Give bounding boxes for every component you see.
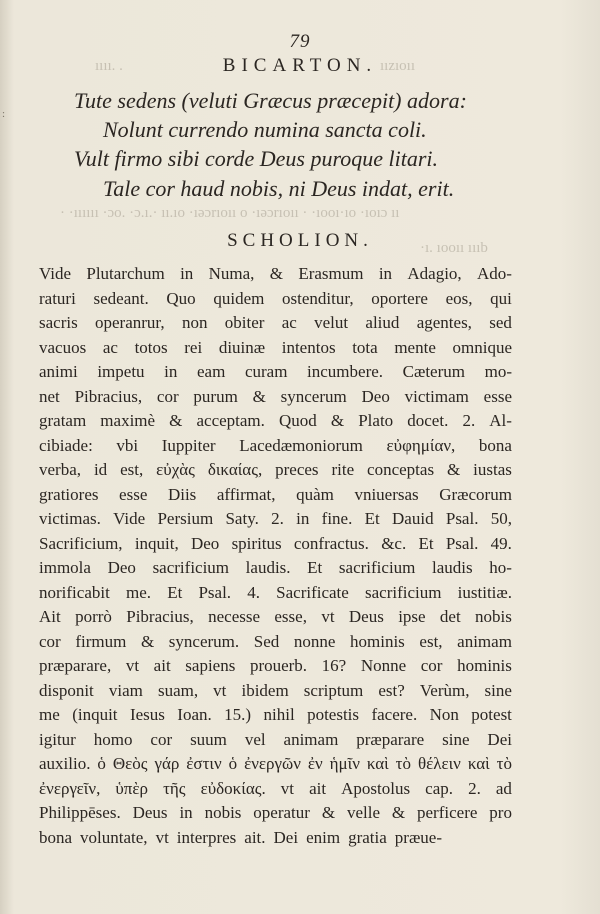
word: intentos	[281, 337, 336, 357]
word: affirmat,	[216, 484, 276, 504]
word: sacrificium	[152, 558, 230, 577]
word: ὑπὲρ	[115, 778, 149, 798]
word: vbi	[116, 435, 139, 455]
word: Deo	[107, 558, 136, 577]
word: syncerum.	[168, 631, 240, 651]
word: me.	[125, 582, 152, 602]
word: εὐδοκίας.	[200, 778, 266, 798]
word: rite	[331, 460, 355, 479]
word: vt	[280, 778, 295, 798]
word: docet.	[407, 411, 449, 430]
word: ibidem	[241, 680, 289, 700]
section-title: SCHOLION.	[227, 230, 373, 251]
word: nobis	[475, 607, 512, 626]
word: curam	[244, 362, 288, 381]
word: Quod	[279, 411, 317, 430]
word: animi	[39, 362, 78, 381]
text-line	[39, 728, 512, 753]
word: 2.	[468, 778, 481, 798]
text-line	[39, 777, 512, 802]
word: Numa,	[208, 264, 255, 283]
word: bona	[39, 827, 73, 847]
word: 50,	[490, 509, 512, 528]
word: nobis	[204, 803, 242, 822]
word: enim	[306, 827, 341, 847]
word: totos	[134, 337, 168, 357]
verse-line: Tute sedens (veluti Græcus præcepit) adora:	[74, 88, 467, 113]
word: vniuersas	[354, 484, 419, 504]
word: animam	[283, 729, 339, 749]
text-line	[39, 605, 512, 630]
word: vacuos	[39, 337, 87, 357]
word: syncerum	[280, 386, 347, 406]
word: Erasmum	[298, 264, 364, 283]
word: non	[181, 313, 208, 332]
word: velle	[346, 803, 380, 822]
word: Et	[167, 582, 183, 602]
word: disponit	[39, 680, 94, 700]
word: 4.	[247, 582, 260, 602]
word: in	[378, 264, 393, 283]
word: Persium	[157, 509, 214, 528]
page-number: 79	[289, 31, 311, 52]
word: aliud	[365, 313, 400, 332]
word: voluntate,	[80, 827, 148, 847]
word: Philippēses.	[39, 803, 121, 822]
word: velut	[314, 313, 349, 332]
word: τῆς	[163, 778, 186, 798]
word: 49.	[490, 533, 512, 553]
word: in	[179, 803, 193, 822]
word: 16?	[321, 656, 347, 675]
word: γάρ	[154, 754, 180, 773]
word: fine.	[321, 509, 353, 528]
word: Vide	[39, 264, 72, 283]
running-head: BICARTON.	[222, 55, 378, 76]
word: hominis	[350, 631, 405, 651]
word: igitur	[39, 729, 76, 749]
word: iustas	[473, 460, 512, 479]
word: sacris	[39, 313, 78, 332]
word: animam	[457, 631, 512, 651]
word: Quo	[166, 288, 196, 308]
word: mo-	[484, 362, 512, 381]
word: sapiens	[185, 656, 236, 675]
word: id	[93, 460, 108, 479]
text-line	[39, 409, 512, 434]
word: &	[269, 264, 283, 283]
word: Dei	[487, 729, 512, 749]
word: facere.	[371, 705, 418, 724]
word: τὸ	[496, 754, 512, 773]
word: καὶ	[467, 754, 490, 773]
word: Psal.	[445, 509, 479, 528]
word: incumbere.	[307, 362, 384, 381]
text-line	[39, 458, 512, 483]
text-line	[39, 801, 512, 826]
word: viam	[108, 680, 143, 700]
word: est,	[419, 631, 443, 651]
word: suam,	[157, 680, 199, 700]
word: mente	[394, 337, 436, 357]
word: spiritus	[231, 533, 282, 553]
word: Al-	[489, 411, 512, 430]
word: Plato	[358, 411, 394, 430]
word: sed	[489, 313, 512, 332]
word: cor	[156, 386, 179, 406]
word: sine	[442, 729, 470, 749]
text-line	[39, 287, 512, 312]
word: sacrificium	[338, 558, 416, 577]
word: cibiade:	[39, 435, 93, 455]
text-line	[39, 532, 512, 557]
word: Θεὸς	[112, 754, 148, 773]
word: &	[391, 803, 406, 822]
word: oportere	[371, 288, 428, 308]
word: Vide	[113, 509, 146, 528]
word: vel	[244, 729, 266, 749]
word: gratam	[39, 411, 87, 430]
word: Lacedæmoniorum	[239, 435, 363, 455]
word: in	[296, 509, 310, 528]
word: vt	[321, 607, 335, 626]
word: Pibracius,	[74, 386, 143, 406]
word: Deo	[190, 533, 220, 553]
word: Sacrificium,	[39, 533, 123, 553]
word: purum	[193, 386, 238, 406]
word: necesse	[208, 607, 261, 626]
word: Apostolus	[341, 778, 411, 798]
word: ἐστιν	[186, 754, 222, 773]
word: quidem	[213, 288, 265, 308]
word: cor	[150, 729, 173, 749]
word: esse	[119, 484, 148, 504]
word: gratia	[348, 827, 387, 847]
word: prouerb.	[249, 656, 308, 675]
word: quàm	[296, 484, 334, 504]
word: homo	[93, 729, 133, 749]
word: δικαίας,	[207, 460, 263, 479]
word: ait	[309, 778, 327, 798]
word: Plutarchum	[86, 264, 165, 283]
verse-line: Vult firmo sibi corde Deus puroque litari.	[74, 146, 438, 171]
text-line	[39, 581, 512, 606]
word: omnique	[452, 337, 512, 357]
word: agentes,	[416, 313, 472, 332]
word: diuinæ	[218, 337, 266, 357]
word: præue-	[394, 827, 442, 847]
word: &	[447, 460, 461, 479]
word: vt	[155, 827, 169, 847]
word: præparare,	[39, 656, 112, 675]
word: sacrificium	[365, 582, 442, 602]
word: victimam	[404, 386, 469, 406]
word: &	[169, 411, 183, 430]
word: Diis	[167, 484, 197, 504]
word: Deo	[361, 386, 390, 406]
word: ἐνεργεῖν,	[39, 778, 101, 798]
word: cor	[420, 656, 443, 675]
word: acceptam.	[196, 411, 265, 430]
word: me	[39, 705, 60, 724]
word: scriptum	[303, 680, 364, 700]
word: rei	[184, 337, 203, 357]
word: immola	[39, 558, 91, 577]
word: ἐν	[307, 754, 323, 773]
word: auxilio.	[39, 754, 91, 773]
word: eam	[197, 362, 226, 381]
word: (inquit	[72, 705, 118, 724]
text-line	[39, 262, 512, 287]
word: &	[330, 411, 345, 430]
word: Deus	[348, 607, 384, 626]
word: interpres	[176, 827, 237, 847]
show-through-text: ·ı. ıooıı ıııb	[420, 240, 488, 256]
word: confractus.	[293, 533, 369, 553]
word: ὁ	[97, 754, 106, 773]
verse-line: Tale cor haud nobis, ni Deus indat, erit.	[103, 176, 455, 201]
text-line	[39, 385, 512, 410]
text-line	[39, 703, 512, 728]
word: firmum	[75, 631, 127, 651]
word: ostenditur,	[282, 288, 354, 308]
text-line	[39, 654, 512, 679]
word: εὐφημίαν,	[386, 435, 456, 455]
word: est?	[378, 680, 405, 700]
word: &	[321, 803, 336, 822]
word: θέλειν	[417, 754, 461, 773]
word: ac	[281, 313, 297, 332]
text-line	[39, 826, 512, 851]
word: ipse	[398, 607, 426, 626]
word: Dauid	[392, 509, 434, 528]
word: ac	[102, 337, 118, 357]
word: in	[164, 362, 178, 381]
word: esse,	[274, 607, 307, 626]
word: τὸ	[395, 754, 411, 773]
word: in	[180, 264, 194, 283]
word: vt	[213, 680, 227, 700]
word: det	[439, 607, 461, 626]
word: &c.	[381, 533, 407, 553]
word: καὶ	[366, 754, 389, 773]
word: porrò	[75, 607, 112, 626]
word: Cæterum	[402, 362, 465, 381]
text-line	[39, 336, 512, 361]
word: potestis	[307, 705, 360, 724]
word: sedeant.	[93, 288, 149, 308]
word: preces	[275, 460, 319, 479]
word: Et	[364, 509, 380, 528]
word: Pibracius,	[126, 607, 194, 626]
word: qui	[490, 288, 512, 308]
word: suum	[190, 729, 227, 749]
word: raturi	[39, 288, 76, 308]
commentary-text	[39, 262, 512, 850]
word: ad	[495, 778, 512, 798]
text-line	[39, 630, 512, 655]
text-line	[39, 679, 512, 704]
word: verba,	[39, 460, 82, 479]
word: Non	[429, 705, 459, 724]
word: Et	[307, 558, 323, 577]
word: 2.	[271, 509, 284, 528]
word: operanrur,	[95, 313, 165, 332]
word: sine	[484, 680, 512, 700]
text-line	[39, 507, 512, 532]
word: Ait	[39, 607, 61, 626]
word: ait	[153, 656, 171, 675]
word: maximè	[100, 411, 156, 430]
word: est,	[120, 460, 144, 479]
word: Dei	[273, 827, 299, 847]
word: perficere	[417, 803, 478, 822]
text-line	[39, 556, 512, 581]
word: nihil	[263, 705, 295, 724]
word: operatur	[253, 803, 310, 822]
word: Iuppiter	[161, 435, 216, 455]
word: impetu	[97, 362, 145, 381]
word: hominis	[457, 656, 512, 675]
show-through-text: · ·ıııııı ·ɔo. ·ɔ.ı.· ıı.ıo ·ıəɔrıoıı o ·ıəɔrıoıı · ·ıooı·ıo ·ıoıɔ ıı	[60, 205, 400, 221]
word: Deus	[132, 803, 168, 822]
word: Sacrificate	[276, 582, 349, 602]
word: Adagio,	[407, 264, 462, 283]
word: nonne	[293, 631, 336, 651]
word: 2.	[462, 411, 476, 430]
word: vt	[125, 656, 140, 675]
text-line	[39, 311, 512, 336]
word: gratiores	[39, 484, 99, 504]
word: Psal.	[198, 582, 232, 602]
word: præparare	[356, 729, 425, 749]
text-line	[39, 360, 512, 385]
margin-mark: :	[2, 108, 6, 120]
word: &	[252, 386, 266, 406]
word: ho-	[489, 558, 512, 577]
word: εὐχὰς	[156, 460, 195, 479]
text-line	[39, 752, 512, 777]
word: ὁ	[228, 754, 238, 773]
word: Verùm,	[419, 680, 470, 700]
word: victimas.	[39, 509, 101, 528]
word: laudis	[432, 558, 473, 577]
word: bona	[478, 435, 512, 455]
word: iustitiæ.	[457, 582, 512, 602]
word: ἐνεργῶν	[244, 754, 301, 773]
text-line	[39, 434, 512, 459]
word: ait.	[244, 827, 266, 847]
show-through-text: ıızıoıı	[380, 58, 415, 74]
show-through-text: ıııı. .	[95, 58, 123, 74]
word: conceptas	[367, 460, 435, 479]
word: Græcorum	[439, 484, 512, 504]
word: Ado-	[477, 264, 512, 283]
word: norificabit	[39, 582, 110, 602]
word: Et	[418, 533, 434, 553]
word: esse	[483, 386, 512, 406]
word: Nonne	[360, 656, 407, 675]
word: Ioan.	[177, 705, 212, 724]
word: eos,	[445, 288, 473, 308]
word: 15.)	[224, 705, 252, 724]
word: obiter	[224, 313, 265, 332]
word: &	[140, 631, 155, 651]
word: inquit,	[134, 533, 179, 553]
word: potest	[471, 705, 512, 724]
word: Saty.	[225, 509, 259, 528]
word: cor	[39, 631, 61, 651]
word: pro	[489, 803, 512, 822]
word: ἡμῖν	[329, 754, 360, 773]
word: Psal.	[445, 533, 479, 553]
word: tota	[352, 337, 378, 357]
word: net	[39, 386, 60, 406]
word: cap.	[425, 778, 454, 798]
word: Iesus	[129, 705, 165, 724]
text-line	[39, 483, 512, 508]
verse-line: Nolunt currendo numina sancta coli.	[103, 117, 427, 142]
word: Sed	[253, 631, 280, 651]
word: laudis.	[245, 558, 291, 577]
